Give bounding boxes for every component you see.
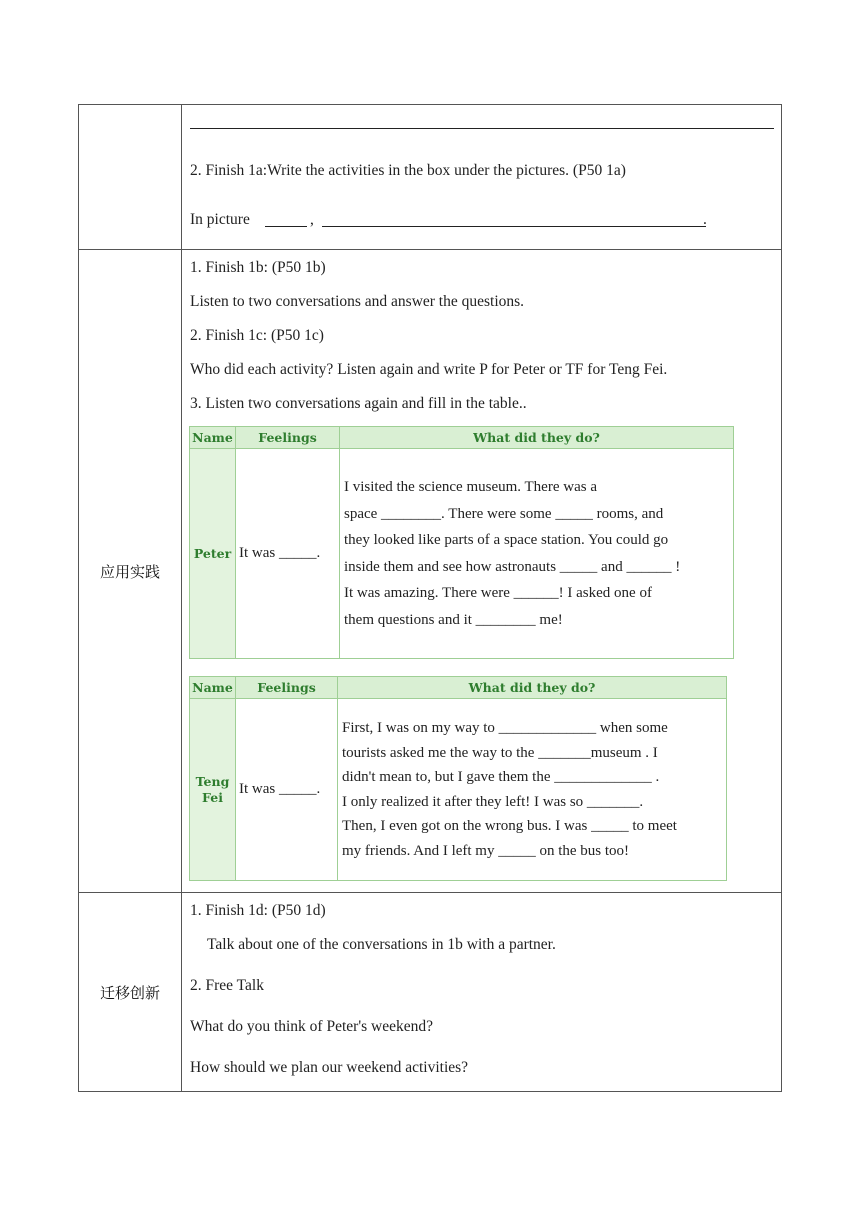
- listen-instruction: Listen to two conversations and answer the questions.: [190, 293, 525, 310]
- finish-1c: 2. Finish 1c: (P50 1c): [190, 327, 324, 344]
- tengfei-line-3: didn't mean to, but I gave them the _____________ .: [342, 769, 660, 785]
- peter-line-4: inside them and see how astronauts _____ and ______ !: [344, 558, 681, 575]
- question-2: How should we plan our weekend activities?: [190, 1059, 469, 1076]
- answer-line: [190, 128, 774, 129]
- peter-feeling: It was _____.: [236, 449, 340, 659]
- finish-1a-instruction: 2. Finish 1a:Write the activities in the box under the pictures. (P50 1a): [190, 162, 626, 179]
- talk-instruction: Talk about one of the conversations in 1b with a partner.: [207, 936, 556, 953]
- peter-table-header: [190, 427, 734, 449]
- comma: ,: [310, 211, 314, 228]
- row-intro-label: [79, 105, 182, 250]
- peter-what: [340, 449, 734, 659]
- peter-line-2: space ________. There were some _____ rooms, and: [344, 505, 664, 522]
- peter-row: [190, 449, 734, 659]
- header-feelings: Feelings: [236, 427, 340, 449]
- peter-line-5: It was amazing. There were ______! I asked one of: [344, 585, 652, 601]
- peter-line-6: them questions and it ________ me!: [344, 611, 563, 628]
- free-talk: 2. Free Talk: [190, 977, 264, 994]
- peter-line-3: they looked like parts of a space station. You could go: [344, 532, 669, 548]
- period: .: [703, 211, 707, 228]
- fill-table-instruction: 3. Listen two conversations again and fill in the table..: [190, 395, 527, 412]
- tengfei-table: [189, 676, 727, 881]
- tengfei-name: [190, 699, 236, 881]
- header-name: Name: [190, 427, 236, 449]
- tengfei-name-line-2: Fei: [202, 789, 223, 805]
- peter-line-1: I visited the science museum. There was a: [344, 479, 597, 495]
- tengfei-what: [338, 699, 727, 881]
- activity-blank: [322, 226, 706, 227]
- tengfei-table-header: [190, 677, 727, 699]
- who-did-instruction: Who did each activity? Listen again and write P for Peter or TF for Teng Fei.: [190, 361, 668, 378]
- tengfei-line-2: tourists asked me the way to the _______museum . I: [342, 744, 658, 761]
- tengfei-name-line-1: Teng: [195, 773, 230, 789]
- row-practice-label: 应用实践: [79, 250, 182, 893]
- tengfei-line-4: I only realized it after they left! I was so _______.: [342, 793, 644, 810]
- finish-1b: 1. Finish 1b: (P50 1b): [190, 259, 326, 276]
- peter-name: Peter: [190, 449, 236, 659]
- question-1: What do you think of Peter's weekend?: [190, 1018, 433, 1035]
- tengfei-line-1: First, I was on my way to _____________ when some: [342, 720, 668, 736]
- tengfei-line-5: Then, I even got on the wrong bus. I was _____ to meet: [342, 818, 677, 834]
- header-what: What did they do?: [338, 677, 727, 699]
- header-feelings: Feelings: [236, 677, 338, 699]
- peter-table: [189, 426, 734, 659]
- header-what: What did they do?: [340, 427, 734, 449]
- header-name: Name: [190, 677, 236, 699]
- tengfei-row: [190, 699, 727, 881]
- in-picture-label: In picture: [190, 211, 250, 228]
- finish-1d: 1. Finish 1d: (P50 1d): [190, 902, 326, 919]
- row-transfer-label: 迁移创新: [79, 893, 182, 1092]
- picture-number-blank: [265, 226, 307, 227]
- tengfei-feeling: It was _____.: [236, 699, 338, 881]
- tengfei-line-6: my friends. And I left my _____ on the bus too!: [342, 842, 630, 859]
